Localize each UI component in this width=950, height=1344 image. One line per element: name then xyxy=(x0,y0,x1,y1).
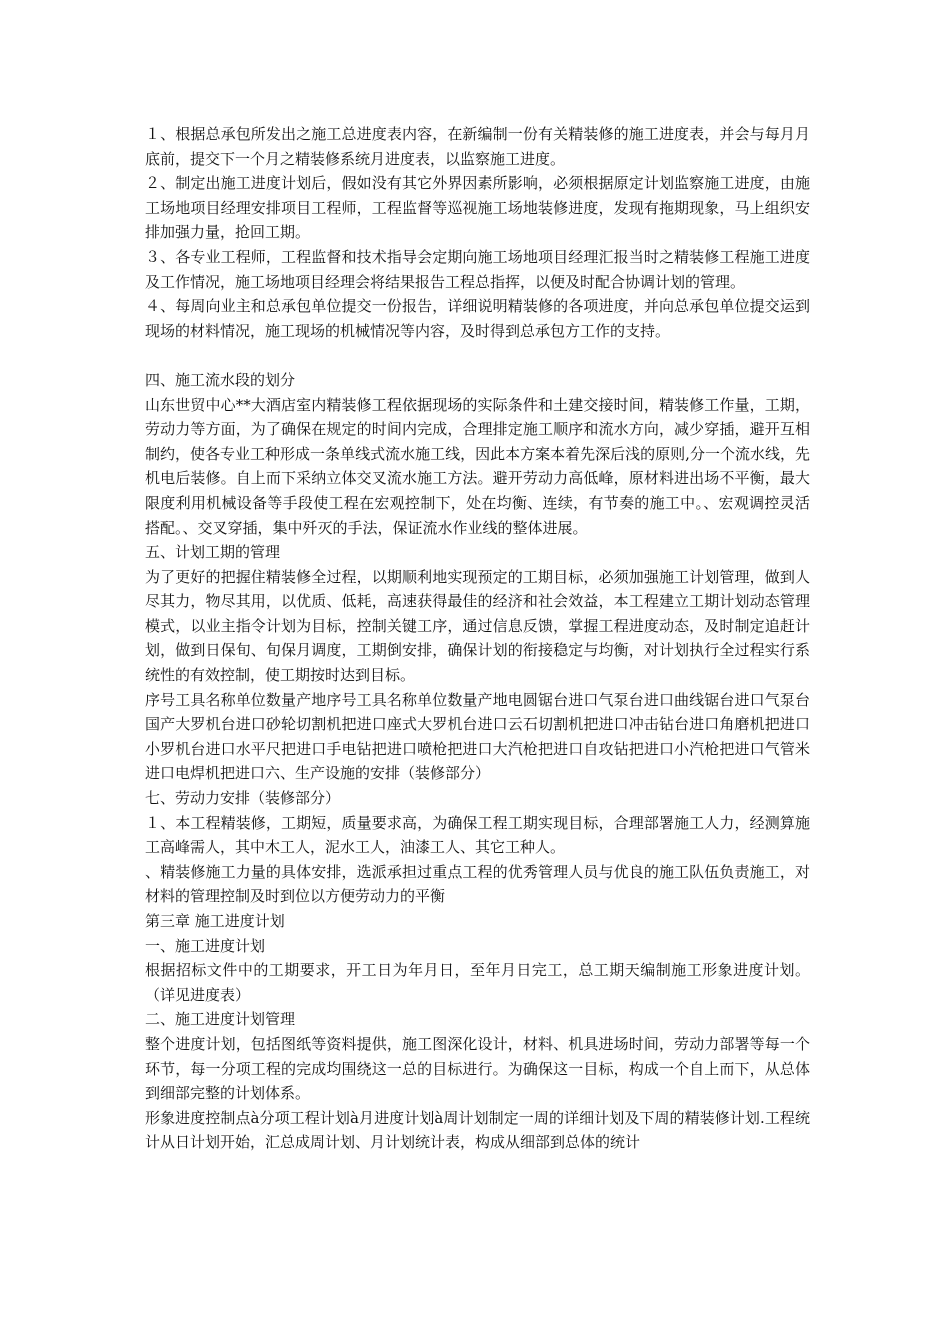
section-heading-4: 四、施工流水段的划分 xyxy=(145,370,296,389)
paragraph-progress-plan: 根据招标文件中的工期要求，开工日为年月日，至年月日完工，总工期天编制施工形象进度计划。（详见进度表） xyxy=(145,961,810,1004)
paragraph-labor-1: １、本工程精装修，工期短，质量要求高，为确保工程工期实现目标，合理部署施工人力，经测算施工高峰需人，其中木工人，泥水工人，油漆工人、其它工种人。 xyxy=(145,813,810,857)
paragraph-2: ２、制定出施工进度计划后，假如没有其它外界因素所影响，必须根据原定计划监察施工进度，由施工场地项目经理安排项目工程师，工程监督等巡视施工场地装修进度，发现有拖期现象，马上组织安排加强力量，抢回工期。 xyxy=(145,174,810,242)
paragraph-1: １、根据总承包所发出之施工总进度表内容，在新编制一份有关精装修的施工进度表，并会与每月月底前，提交下一个月之精装修系统月进度表，以监察施工进度。 xyxy=(145,125,810,168)
section-heading-1: 一、施工进度计划 xyxy=(145,936,266,955)
paragraph-flow-division: 山东世贸中心**大酒店室内精装修工程依据现场的实际条件和土建交接时间，精装修工作量，工期，劳动力等方面，为了确保在规定的时间内完成，合理排定施工顺序和流水方向，减少穿插，避开互相制约，使各专业工种形成一条单线式流水施工线，因此本方案本着先深后浅的原则,分一个流水线，先机电后装修。自上而下采纳立体交叉流水施工方法。避开劳动力高低峰，原材料进出场不平衡，最大限度利用机械设备等手段使工程在宏观控制下，处在均衡、连续，有节奏的施工中。、宏观调控灵活搭配。、交叉穿插，集中歼灭的手法，保证流水作业线的整体进展。 xyxy=(145,395,810,537)
paragraph-tool-list: 序号工具名称单位数量产地序号工具名称单位数量产地电圆锯台进口气泵台进口曲线锯台进口气泵台国产大罗机台进口砂轮切割机把进口座式大罗机台进口云石切割机把进口冲击钻台进口角磨机把进口小罗机台进口水平尺把进口手电钻把进口喷枪把进口大汽枪把进口自攻钻把进口小汽枪把进口气管米进口电焊机把进口六、生产设施的安排（装修部分） xyxy=(145,690,810,783)
section-heading-5: 五、计划工期的管理 xyxy=(145,543,281,562)
document-page xyxy=(145,122,810,1155)
paragraph-4: ４、每周向业主和总承包单位提交一份报告，详细说明精装修的各项进度，并向总承包单位提交运到现场的材料情况，施工现场的机械情况等内容，及时得到总承包方工作的支持。 xyxy=(145,297,810,340)
chapter-heading: 第三章 施工进度计划 xyxy=(145,912,285,930)
paragraph-schedule-management: 为了更好的把握住精装修全过程，以期顺利地实现预定的工期目标，必须加强施工计划管理，做到人尽其力，物尽其用，以优质、低耗，高速获得最佳的经济和社会效益，本工程建立工期计划动态管理模式，以业主指令计划为目标，控制关键工序，通过信息反馈，掌握工程进度动态，及时制定追赶计划，做到日保旬、旬保月调度，工期倒安排，确保计划的衔接稳定与均衡，对计划执行全过程实行系统性的有效控制，使工期按时达到目标。 xyxy=(145,567,810,685)
blank-line xyxy=(145,343,810,368)
section-heading-7: 七、劳动力安排（装修部分） xyxy=(145,789,341,808)
paragraph-labor-2: 、精装修施工力量的具体安排，选派承担过重点工程的优秀管理人员与优良的施工队伍负责施工，对材料的管理控制及时到位以方便劳动力的平衡 xyxy=(145,862,810,906)
paragraph-3: ３、各专业工程师，工程监督和技术指导会定期向施工场地项目经理汇报当时之精装修工程施工进度及工作情况，施工场地项目经理会将结果报告工程总指挥，以便及时配合协调计划的管理。 xyxy=(145,247,810,291)
paragraph-plan-system: 整个进度计划，包括图纸等资料提供，施工图深化设计，材料、机具进场时间，劳动力部署等每一个环节，每一分项工程的完成均围绕这一总的目标进行。为确保这一目标，构成一个自上而下，从总体到细部完整的计划体系。 xyxy=(145,1034,810,1103)
paragraph-control-points: 形象进度控制点à分项工程计划à月进度计划à周计划制定一周的详细计划及下周的精装修计划.工程统计从日计划开始，汇总成周计划、月计划统计表，构成从细部到总体的统计 xyxy=(145,1108,810,1152)
section-heading-2: 二、施工进度计划管理 xyxy=(145,1010,296,1029)
